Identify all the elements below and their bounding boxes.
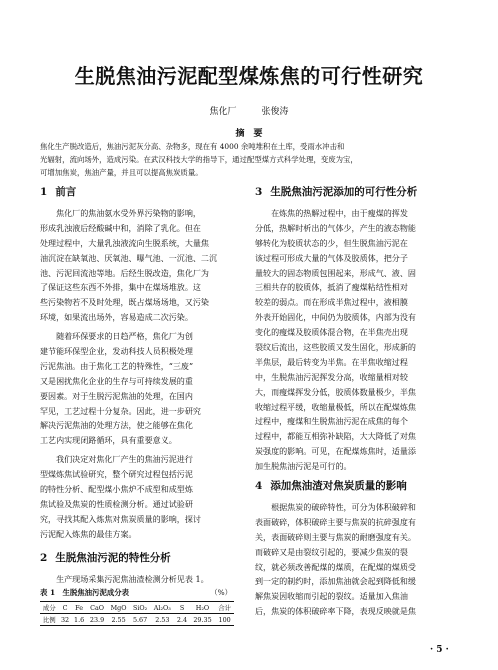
table-cell: 32 bbox=[60, 615, 70, 624]
paragraph-line: 半焦层，最后转变为半焦。在半焦收缩过程 bbox=[255, 357, 408, 367]
paragraph-line: 裂纹后流出，这些胶质又发生固化，形成新的 bbox=[255, 343, 416, 353]
composition-table bbox=[40, 601, 234, 626]
page-number: · 5 · bbox=[430, 645, 449, 655]
paragraph-line: 了保证这些东西不外排，集中在煤场堆放。这 bbox=[40, 283, 201, 293]
section-number: 2 bbox=[40, 551, 48, 564]
paper-title: 生脱焦油污泥配型煤炼焦的可行性研究 bbox=[74, 64, 424, 88]
paragraph-line: 炭强度的影响。可见，在配煤炼焦时，适量添 bbox=[255, 447, 416, 457]
table-cell: 5.67 bbox=[132, 615, 148, 624]
paragraph-line: 该过程可形成大量的气体及胶质体，把分子 bbox=[255, 253, 408, 263]
left-column bbox=[40, 185, 234, 626]
table-caption bbox=[40, 587, 234, 599]
paragraph-line: 池、污泥回流池等地。后经生脱改造，焦化厂为 bbox=[40, 268, 209, 278]
table-header-cell: S bbox=[179, 603, 185, 612]
paragraph-line: 中，生脱焦油污泥挥发分高，收缩量相对较 bbox=[255, 372, 408, 382]
paragraph-line: 过程中，瘦煤和生脱焦油污泥在成焦的每个 bbox=[255, 417, 408, 427]
table-header-cell: H₂O bbox=[195, 603, 210, 612]
paragraph-line: 形成乳浊液后经酸碱中和，消除了乳化。但在 bbox=[40, 223, 201, 233]
paragraph-line: 收缩过程平缓，收缩量极低，所以在配煤炼焦 bbox=[255, 402, 416, 412]
paragraph bbox=[255, 207, 449, 475]
paragraph-line: 些污染物若不及时处理，既占煤场场地，又污染 bbox=[40, 298, 209, 308]
paragraph-line: 根据焦炭的破碎特性，可分为体积破碎和 bbox=[271, 503, 416, 513]
section-number: 1 bbox=[40, 186, 48, 198]
table-cell: 2.55 bbox=[111, 615, 126, 624]
table-header-cell: Al₂O₃ bbox=[153, 603, 171, 612]
abstract-line: 可增加焦炭，焦油产量，并且可以提高焦炭质量。 bbox=[40, 168, 203, 178]
paragraph-line: 够转化为胶质状态的少，但生脱焦油污泥在 bbox=[255, 238, 408, 248]
paragraph-line: 加生脱焦油污泥是可行的。 bbox=[255, 462, 352, 472]
table-cell: 29.35 bbox=[193, 615, 212, 624]
table-header-cell: 成分 bbox=[42, 604, 56, 613]
section-heading-1 bbox=[40, 185, 234, 199]
paragraph-line: 关，表面破碎则主要与焦炭的耐磨强度有关。 bbox=[255, 532, 416, 542]
paragraph-line: 大，而瘦煤挥发分低，胶质体数量极少，半焦 bbox=[255, 387, 416, 397]
paragraph bbox=[40, 573, 234, 588]
table-header-cell: MgO bbox=[110, 603, 127, 612]
table-header-row bbox=[40, 602, 234, 614]
paragraph-line: 在炼焦的热解过程中，由于瘦煤的挥发 bbox=[271, 209, 408, 218]
table-cell: 2.53 bbox=[155, 615, 170, 624]
paragraph-line: 处理过程中，大量乳浊液流向生脱系统，大量焦 bbox=[40, 238, 209, 248]
paragraph bbox=[40, 453, 234, 542]
paragraph-line: 量较大的固态物质包围起来，形成气、液、固 bbox=[255, 268, 416, 278]
author-line bbox=[0, 104, 498, 117]
paragraph-line: 三相共存的胶质体，抵消了瘦煤粘结性相对 bbox=[255, 283, 408, 293]
table-header-cell: C bbox=[62, 603, 68, 612]
paragraph-line: 焦试验及焦炭的性质检测分析。通过试验研 bbox=[40, 499, 193, 509]
table-row bbox=[40, 614, 234, 626]
paragraph-line: 过程中，都能互相弥补缺陷，大大降低了对焦 bbox=[255, 432, 416, 442]
paragraph bbox=[40, 207, 234, 326]
table-cell: 比例 bbox=[42, 616, 56, 625]
section-number: 3 bbox=[255, 186, 263, 198]
right-column bbox=[255, 185, 449, 624]
table-caption-text: 表 1 生脱焦油污泥成分表 bbox=[40, 588, 130, 598]
paragraph-line: 生产现场采集污泥焦油渣检测分析见表 1。 bbox=[56, 574, 209, 584]
paragraph-line: 环境，如果流出场外，容易造成二次污染。 bbox=[40, 313, 193, 323]
paragraph-line: 的特性分析、配型煤小焦炉不成型和成型炼 bbox=[40, 485, 193, 495]
paragraph-line: 分低，热解时析出的气体少，产生的液态物能 bbox=[255, 223, 416, 233]
author-affiliation: 焦化厂 bbox=[209, 107, 237, 117]
paragraph-line: 解焦炭因收缩而引起的裂纹。适量加入焦油 bbox=[255, 592, 408, 602]
section-heading-3 bbox=[255, 185, 449, 199]
section-heading-2 bbox=[40, 551, 234, 565]
paragraph-line: 变化的瘦煤及胶质体混合物，在半焦壳出现 bbox=[255, 328, 408, 338]
table-header-cell: CaO bbox=[90, 603, 105, 612]
section-title: 添加焦油渣对焦炭质量的影响 bbox=[270, 480, 407, 493]
table-header-cell: SiO₂ bbox=[132, 603, 148, 612]
paragraph-line: 纹，就必须改善配煤的煤质，在配煤的煤质受 bbox=[255, 562, 416, 572]
paragraph-line: 表面破碎，体积破碎主要与焦炭的抗碎强度有 bbox=[255, 517, 416, 527]
paragraph-line: 罕见，工艺过程十分复杂。因此，进一步研究 bbox=[40, 406, 201, 416]
paragraph-line: 工艺内实现闭路循环，具有重要意义。 bbox=[40, 436, 177, 446]
paragraph-line: 到一定的制约时，添加焦油就会起到降低和缓 bbox=[255, 577, 416, 587]
paragraph-line: 随着环保要求的日趋严格，焦化厂为创 bbox=[56, 332, 193, 342]
paragraph bbox=[255, 501, 449, 620]
paragraph-line: 外表开始固化，中间仍为胶质体，内部为没有 bbox=[255, 313, 416, 323]
table-header-cell: 合计 bbox=[218, 604, 232, 613]
abstract-body bbox=[40, 140, 460, 180]
section-number: 4 bbox=[255, 480, 263, 493]
paragraph-line: 建节能环保型企业，发动科技人员积极处理 bbox=[40, 347, 193, 357]
paragraph-line: 要因素。对于生脱污泥焦油的处理，在国内 bbox=[40, 391, 193, 401]
table-unit: （%） bbox=[210, 588, 232, 598]
table-cell: 1.6 bbox=[74, 615, 85, 624]
paragraph-line: 解决污泥焦油的处理方法，使之能够在焦化 bbox=[40, 421, 193, 431]
paragraph-line: 而破碎又是由裂纹引起的，要减少焦炭的裂 bbox=[255, 547, 408, 557]
abstract-line: 焦化生产脱改造后，焦油污泥灰分高、杂物多，现在有 4000 余吨堆积在土库，受雨水冲击和 bbox=[40, 142, 345, 151]
paragraph-line: 污泥焦油。由于焦化工艺的特殊性，“三废” bbox=[40, 361, 194, 371]
abstract-heading: 摘 要 bbox=[235, 129, 263, 139]
section-heading-4 bbox=[255, 479, 449, 493]
paragraph-line: 较差的弱点。而在形成半焦过程中，液相膜 bbox=[255, 298, 408, 308]
paragraph-line: 油沉淀在缺氧池、厌氧池、曝气池、一沉池、二沉 bbox=[40, 253, 218, 263]
section-title: 生脱焦油污泥的特性分析 bbox=[55, 551, 171, 564]
table-cell: 23.9 bbox=[89, 615, 105, 624]
paragraph bbox=[40, 330, 234, 449]
paragraph-line: 后，焦炭的体积破碎率下降，表现反映就是焦 bbox=[255, 607, 416, 617]
abstract-line: 光辐射，流向场外，造成污染。在武汉科技大学的指导下，通过配型煤方式科学处理，变废为宝， bbox=[40, 155, 358, 165]
table-cell: 100 bbox=[218, 615, 231, 624]
table-cell: 2.4 bbox=[176, 615, 188, 624]
author-name: 张俊涛 bbox=[261, 107, 289, 117]
paragraph-line: 又是困扰焦化企业的生存与可持续发展的重 bbox=[40, 376, 193, 386]
paragraph-line: 污泥配入炼焦的最佳方案。 bbox=[40, 529, 137, 539]
paragraph-line: 焦化厂的焦油氨水受外界污染物的影响， bbox=[56, 209, 201, 218]
paragraph-line: 究，寻找其配入炼焦对焦炭质量的影响，探讨 bbox=[40, 514, 201, 524]
section-title: 生脱焦油污泥添加的可行性分析 bbox=[270, 186, 418, 198]
paragraph-line: 型煤炼焦试验研究，整个研究过程包括污泥 bbox=[40, 470, 193, 480]
paragraph-line: 我们决定对焦化厂产生的焦油污泥进行 bbox=[56, 455, 193, 465]
section-title: 前言 bbox=[55, 186, 77, 198]
table-header-cell: Fe bbox=[75, 603, 84, 612]
